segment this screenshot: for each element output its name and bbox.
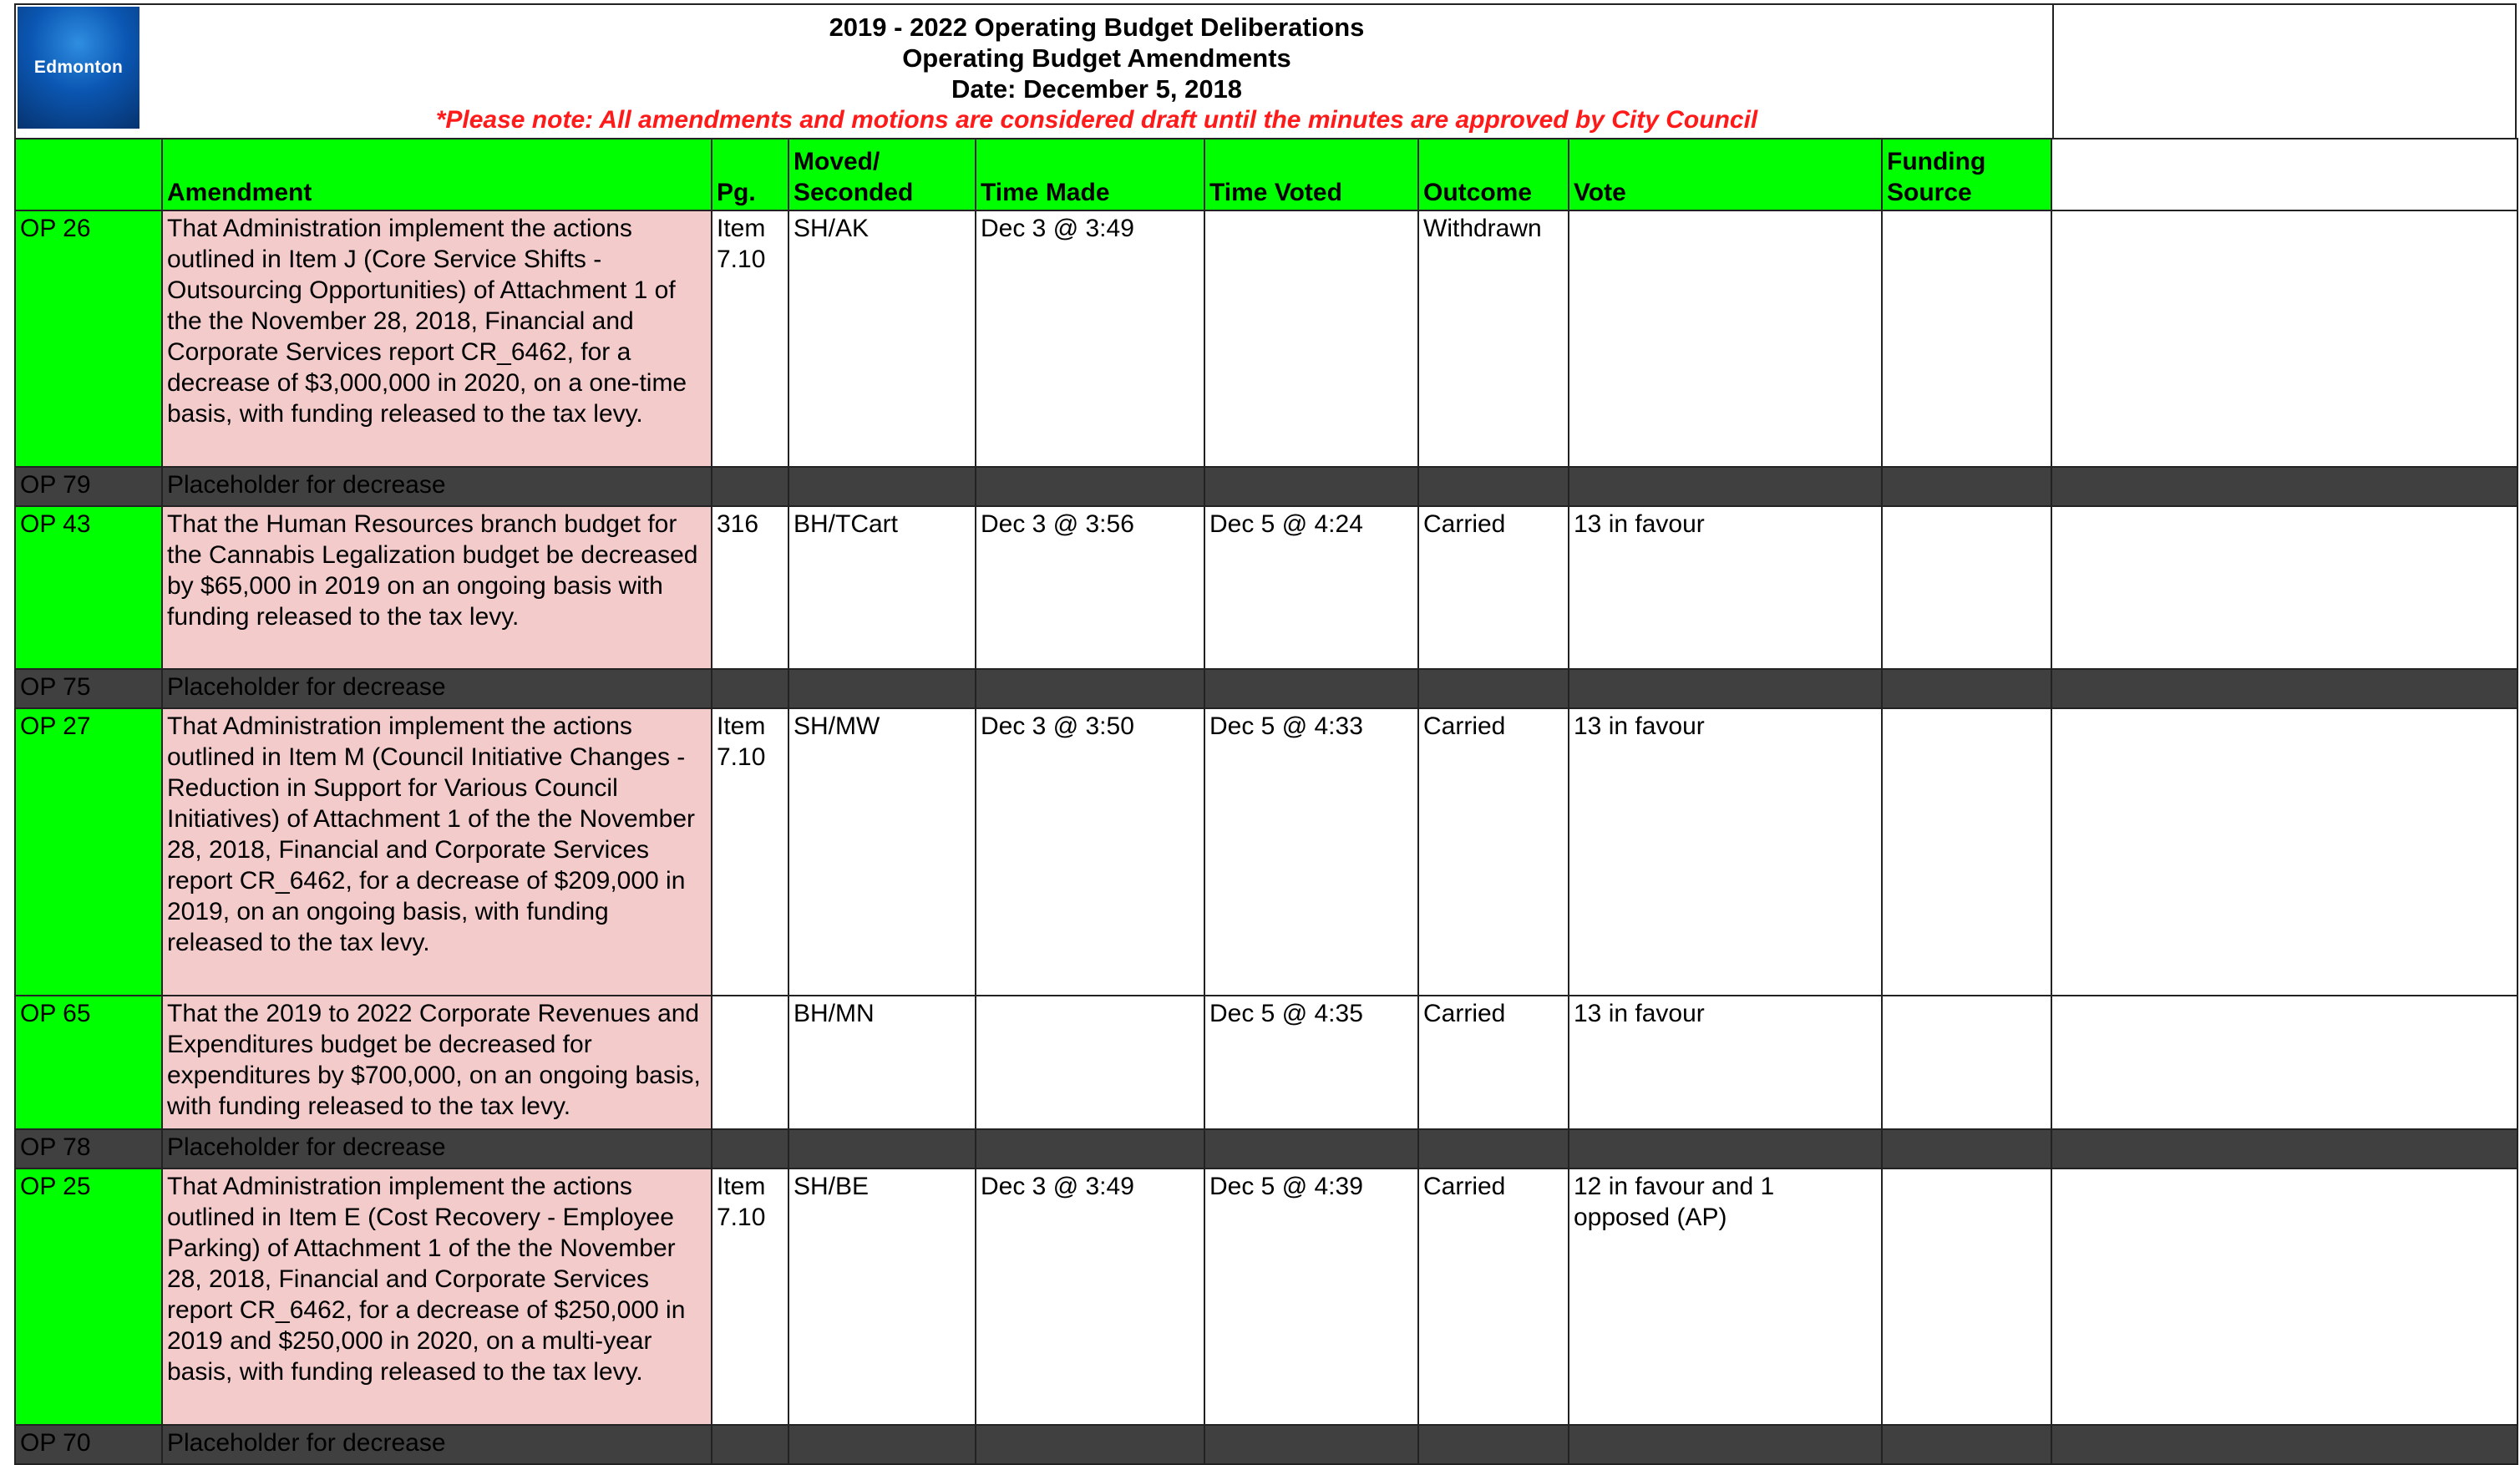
row-outcome[interactable]: Carried [1418, 708, 1569, 996]
col-header-time-voted[interactable]: Time Voted [1204, 139, 1418, 210]
draft-note: *Please note: All amendments and motions are considered draft until the minutes are approved by City Council [435, 106, 1758, 134]
header-divider [2052, 5, 2054, 139]
row-funding[interactable] [1882, 708, 2051, 996]
row-vote[interactable]: 13 in favour [1569, 708, 1882, 996]
row-id[interactable]: OP 78 [15, 1129, 162, 1168]
col-header-empty[interactable] [2051, 139, 2517, 210]
title-line-3: Date: December 5, 2018 [951, 74, 1243, 104]
row-vote[interactable]: 13 in favour [1569, 996, 1882, 1129]
title-line-1: 2019 - 2022 Operating Budget Deliberations [829, 13, 1365, 42]
row-page[interactable] [712, 996, 788, 1129]
col-header-funding[interactable]: Funding Source [1882, 139, 2051, 210]
row-vote[interactable]: 13 in favour [1569, 506, 1882, 669]
row-time-made[interactable]: Dec 3 @ 3:49 [976, 1168, 1204, 1425]
col-header-moved[interactable]: Moved/ Seconded [788, 139, 976, 210]
row-id[interactable]: OP 43 [15, 506, 162, 669]
row-empty[interactable] [2051, 1168, 2517, 1425]
title-line-2: Operating Budget Amendments [902, 43, 1291, 73]
row-amendment[interactable]: Placeholder for decrease [162, 1129, 712, 1168]
row-time-made[interactable]: Dec 3 @ 3:50 [976, 708, 1204, 996]
row-time-made[interactable]: Dec 3 @ 3:49 [976, 210, 1204, 467]
row-page[interactable]: Item 7.10 [712, 708, 788, 996]
row-id[interactable]: OP 26 [15, 210, 162, 467]
row-amendment[interactable]: Placeholder for decrease [162, 1425, 712, 1464]
row-id[interactable]: OP 70 [15, 1425, 162, 1464]
row-funding[interactable] [1882, 996, 2051, 1129]
row-amendment[interactable]: Placeholder for decrease [162, 669, 712, 708]
row-funding[interactable] [1882, 1168, 2051, 1425]
row-id[interactable]: OP 65 [15, 996, 162, 1129]
row-vote[interactable]: 12 in favour and 1 opposed (AP) [1569, 1168, 1882, 1425]
row-moved[interactable]: SH/BE [788, 1168, 976, 1425]
placeholder-row [15, 1425, 2517, 1464]
row-moved[interactable]: SH/AK [788, 210, 976, 467]
col-header-page[interactable]: Pg. [712, 139, 788, 210]
row-page[interactable]: Item 7.10 [712, 210, 788, 467]
row-time-made[interactable]: Dec 3 @ 3:56 [976, 506, 1204, 669]
logo-text: Edmonton [33, 58, 124, 77]
row-amendment[interactable]: That the 2019 to 2022 Corporate Revenues and Expenditures budget be decreased for expenditures by $700,000, on an ongoing basis, with funding released to the tax levy. [162, 996, 712, 1129]
row-amendment[interactable]: Placeholder for decrease [162, 467, 712, 506]
col-header-id[interactable] [15, 139, 162, 210]
row-funding[interactable] [1882, 506, 2051, 669]
row-vote[interactable] [1569, 210, 1882, 467]
row-outcome[interactable]: Withdrawn [1418, 210, 1569, 467]
table-row [15, 210, 2517, 467]
row-empty[interactable] [2051, 996, 2517, 1129]
row-outcome[interactable]: Carried [1418, 506, 1569, 669]
table-row [15, 506, 2517, 669]
row-page[interactable]: 316 [712, 506, 788, 669]
row-time-voted[interactable]: Dec 5 @ 4:24 [1204, 506, 1418, 669]
col-header-vote[interactable]: Vote [1569, 139, 1882, 210]
row-time-voted[interactable] [1204, 210, 1418, 467]
row-moved[interactable]: BH/TCart [788, 506, 976, 669]
col-header-time-made[interactable]: Time Made [976, 139, 1204, 210]
row-id[interactable]: OP 75 [15, 669, 162, 708]
row-moved[interactable]: BH/MN [788, 996, 976, 1129]
row-funding[interactable] [1882, 210, 2051, 467]
row-time-made[interactable] [976, 996, 1204, 1129]
row-time-voted[interactable]: Dec 5 @ 4:33 [1204, 708, 1418, 996]
table-row [15, 708, 2517, 996]
row-time-voted[interactable]: Dec 5 @ 4:39 [1204, 1168, 1418, 1425]
row-amendment[interactable]: That Administration implement the actions outlined in Item E (Cost Recovery - Employee Parking) of Attachment 1 of the the November 28, 2018, Financial and Corporate Services report CR_6462, for a decrease of $250,000 in 2019 and $250,000 in 2020, on a multi-year basis, with funding released to the tax levy. [162, 1168, 712, 1425]
row-outcome[interactable]: Carried [1418, 1168, 1569, 1425]
placeholder-row [15, 669, 2517, 708]
row-empty[interactable] [2051, 708, 2517, 996]
edmonton-logo [18, 7, 139, 129]
table-row [15, 996, 2517, 1129]
row-empty[interactable] [2051, 210, 2517, 467]
row-id[interactable]: OP 27 [15, 708, 162, 996]
table-row [15, 1168, 2517, 1425]
placeholder-row [15, 467, 2517, 506]
row-amendment[interactable]: That Administration implement the actions outlined in Item J (Core Service Shifts - Outsourcing Opportunities) of Attachment 1 of the the November 28, 2018, Financial and Corporate Services report CR_6462, for a decrease of $3,000,000 in 2020, on a one-time basis, with funding released to the tax levy. [162, 210, 712, 467]
row-time-voted[interactable]: Dec 5 @ 4:35 [1204, 996, 1418, 1129]
row-id[interactable]: OP 25 [15, 1168, 162, 1425]
sheet-header [14, 3, 2517, 138]
row-empty[interactable] [2051, 506, 2517, 669]
row-page[interactable]: Item 7.10 [712, 1168, 788, 1425]
header-row [15, 139, 2517, 210]
row-id[interactable]: OP 79 [15, 467, 162, 506]
row-amendment[interactable]: That the Human Resources branch budget for the Cannabis Legalization budget be decreased by $65,000 in 2019 on an ongoing basis with funding released to the tax levy. [162, 506, 712, 669]
col-header-outcome[interactable]: Outcome [1418, 139, 1569, 210]
row-moved[interactable]: SH/MW [788, 708, 976, 996]
col-header-amendment[interactable]: Amendment [162, 139, 712, 210]
title-block [141, 12, 2052, 135]
placeholder-row [15, 1129, 2517, 1168]
row-amendment[interactable]: That Administration implement the actions outlined in Item M (Council Initiative Changes - Reduction in Support for Various Council Initiatives) of Attachment 1 of the the November 28, 2018, Financial and Corporate Services report CR_6462, for a decrease of $209,000 in 2019, on an ongoing basis, with funding released to the tax levy. [162, 708, 712, 996]
row-outcome[interactable]: Carried [1418, 996, 1569, 1129]
amendments-table [14, 138, 2518, 1465]
